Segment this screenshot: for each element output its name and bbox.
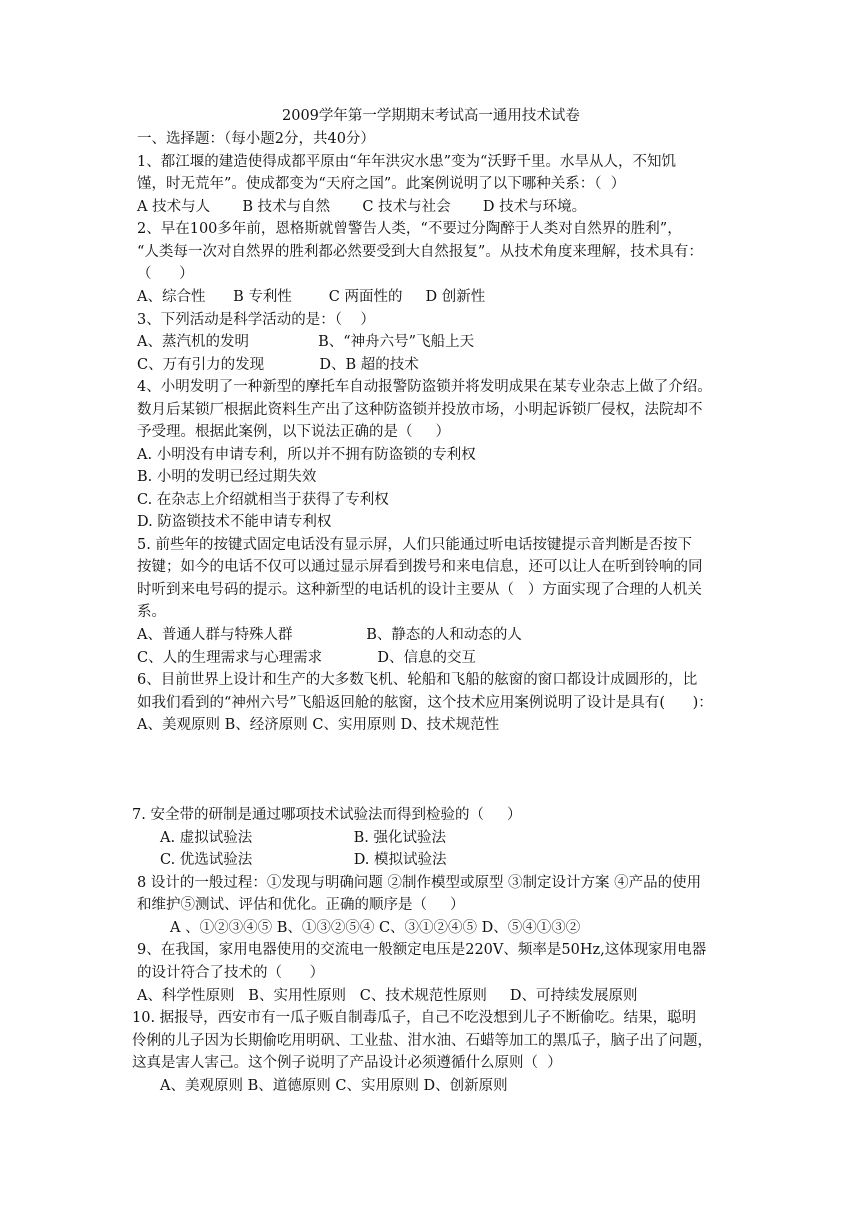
answer-option: C. 在杂志上介绍就相当于获得了专利权 xyxy=(137,492,389,508)
question-line: 这真是害人害己。这个例子说明了产品设计必须遵循什么原则（ ） xyxy=(132,1055,562,1071)
question-line: 按键；如今的电话不仅可以通过显示屏看到拨号和来电信息，还可以让人在听到铃响的同 xyxy=(137,559,703,575)
question-line: 和维护⑤测试、评估和优化。正确的顺序是（ ） xyxy=(137,897,465,913)
answer-options: A、普通人群与特殊人群 B、静态的人和动态的人 xyxy=(137,627,522,643)
question-line: 如我们看到的“神州六号”飞船返回舱的舷窗，这个技术应用案例说明了设计是具有( )： xyxy=(137,695,713,711)
answer-options: C、人的生理需求与心理需求 D、信息的交互 xyxy=(137,650,477,666)
answer-options: A. 虚拟试验法 B. 强化试验法 xyxy=(160,830,446,846)
page-title: 2009学年第一学期期末考试高一通用技术试卷 xyxy=(282,108,580,124)
answer-options: A、美观原则 B、道德原则 C、实用原则 D、创新原则 xyxy=(160,1078,508,1094)
question-line: 1、都江堰的建造使得成都平原由“年年洪灾水患”变为“沃野千里。水旱从人，不知饥 xyxy=(137,154,676,170)
answer-options: A、科学性原则 B、实用性原则 C、技术规范性原则 D、可持续发展原则 xyxy=(137,988,638,1004)
question-line: 4、小明发明了一种新型的摩托车自动报警防盗锁并将发明成果在某专业杂志上做了介绍。 xyxy=(137,379,712,395)
question-line: 3、下列活动是科学活动的是：（ ） xyxy=(137,312,375,328)
answer-options: A、美观原则 B、经济原则 C、实用原则 D、技术规范性 xyxy=(137,717,500,733)
question-line: 2、早在100多年前，恩格斯就曾警告人类，“不要过分陶醉于人类对自然界的胜利”， xyxy=(137,221,682,237)
question-line: 8 设计的一般过程：①发现与明确问题 ②制作模型或原型 ③制定设计方案 ④产品的使用 xyxy=(137,875,702,891)
question-line: 的设计符合了技术的（ ） xyxy=(137,965,325,981)
answer-options: A 、①②③④⑤ B、①③②⑤④ C、③①②④⑤ D、⑤④①③② xyxy=(170,920,581,936)
answer-options: C、万有引力的发现 D、B 超的技术 xyxy=(137,357,419,373)
question-line: 时听到来电号码的提示。这种新型的电话机的设计主要从（ ）方面实现了合理的人机关 xyxy=(137,582,702,598)
question-line: （ ） xyxy=(137,266,194,282)
answer-options: A、综合性 B 专利性 C 两面性的 D 创新性 xyxy=(137,289,486,305)
answer-option: B. 小明的发明已经过期失效 xyxy=(137,469,317,485)
question-line: 5. 前些年的按键式固定电话没有显示屏，人们只能通过听电话按键提示音判断是否按下 xyxy=(137,537,692,553)
question-line: 9、在我国，家用电器使用的交流电一般额定电压是220V、频率是50Hz,这体现家用电器 xyxy=(137,942,707,958)
question-line: 系。 xyxy=(137,604,166,620)
question-line: 伶俐的儿子因为长期偷吃用明矾、工业盐、泔水油、石蜡等加工的黑瓜子，脑子出了问题， xyxy=(132,1033,712,1049)
question-line: 予受理。根据此案例，以下说法正确的是（ ） xyxy=(137,424,451,440)
question-line: “人类每一次对自然界的胜利都必然要受到大自然报复”。从技术角度来理解，技术具有： xyxy=(137,244,703,260)
answer-options: A 技术与人 B 技术与自然 C 技术与社会 D 技术与环境。 xyxy=(137,199,587,215)
question-line: 数月后某锁厂根据此资料生产出了这种防盗锁并投放市场，小明起诉锁厂侵权，法院却不 xyxy=(137,402,703,418)
question-line: 馑，时无荒年”。使成都变为“天府之国”。此案例说明了以下哪种关系：（ ） xyxy=(137,176,626,192)
question-line: 7. 安全带的研制是通过哪项技术试验法而得到检验的（ ） xyxy=(132,807,522,823)
section-heading: 一、选择题：（每小题2分，共40分） xyxy=(137,131,375,147)
question-line: 10. 据报导，西安市有一瓜子贩自制毒瓜子，自己不吃没想到儿子不断偷吃。结果，聪明 xyxy=(132,1010,697,1026)
question-line: 6、目前世界上设计和生产的大多数飞机、轮船和飞船的舷窗的窗口都设计成圆形的，比 xyxy=(137,672,698,688)
answer-options: C. 优选试验法 D. 模拟试验法 xyxy=(160,852,447,868)
answer-options: A、蒸汽机的发明 B、“神舟六号”飞船上天 xyxy=(137,334,475,350)
answer-option: D. 防盗锁技术不能申请专利权 xyxy=(137,514,332,530)
answer-option: A. 小明没有申请专利，所以并不拥有防盗锁的专利权 xyxy=(137,447,476,463)
